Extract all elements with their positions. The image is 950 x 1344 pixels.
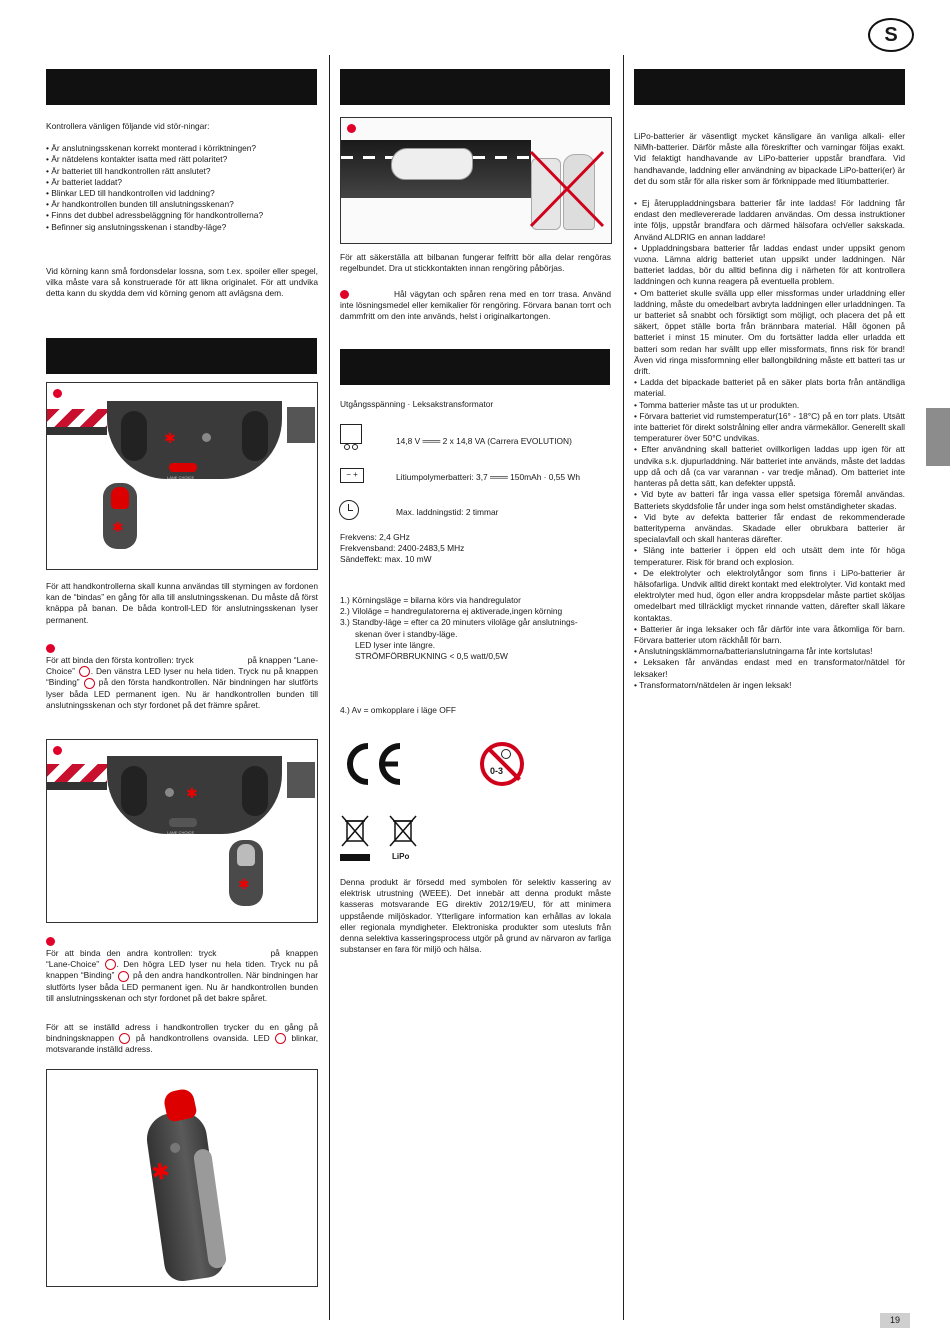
transformer-icon bbox=[340, 424, 362, 444]
transmit-power: Sändeffekt: max. 10 mW bbox=[340, 554, 432, 565]
battery-icon: − + bbox=[340, 468, 364, 483]
maintenance-instructions: Hål vägytan och spåren rena med en torr trasa. Använd inte lösningsmedel eller kemikalier för rengöring. Förvara banan torrt och dammfritt om den inte används, helst i originalkartongen. bbox=[340, 289, 611, 322]
rail-label: LANE CHOICE bbox=[167, 830, 195, 835]
safety-para: • Ladda det bipackade batteriet på en säker plats borta från antändliga material. bbox=[634, 377, 905, 399]
binding-illustration-2 bbox=[46, 739, 318, 923]
spec-transformer: 14,8 V ═══ 2 x 14,8 VA (Carrera EVOLUTION) bbox=[396, 436, 572, 446]
led-ring-icon bbox=[118, 971, 129, 982]
mode-item: 3.) Standby-läge = efter ca 20 minuters viloläge går anslutnings- bbox=[340, 617, 578, 628]
check-item: • Är nätdelens kontakter isatta med rätt polaritet? bbox=[46, 154, 228, 165]
binding-button bbox=[170, 1142, 181, 1153]
track-stub bbox=[287, 407, 315, 443]
column-divider bbox=[623, 55, 624, 1320]
side-tab bbox=[926, 408, 950, 466]
mode-item: LED lyser inte längre. bbox=[355, 639, 436, 650]
led-icon: ✱ bbox=[238, 876, 250, 892]
age-warning-icon: 0-3 bbox=[480, 742, 524, 786]
cleaning-illustration bbox=[340, 117, 612, 244]
led-icon: ✱ bbox=[186, 785, 198, 801]
weee-bin-icon bbox=[340, 814, 370, 848]
rail-label: LANE CHOICE bbox=[167, 475, 195, 480]
safety-para: • Om batteriet skulle svälla upp eller missformas under urladdning eller laddning, måste du omedelbart avbryta laddningen eller urladdningen. Ta ur batteriet så snabbt och försiktigt som möjligt, och placera det på ett säkert, öppet ställe borta från brännbara material. Håll ögonen på batteriet i minst 15 minuter. Om du fortsätter ladda eller urladda ett batteri som redan har svällt upp eller missformats, finns risk för brand! Även vid ringa missformning eller ballongbildning måste ett batteri tas ur drift. bbox=[634, 287, 905, 377]
step-marker-icon bbox=[46, 644, 55, 653]
section-header-maintenance bbox=[340, 69, 610, 105]
battery-safety-text bbox=[634, 131, 905, 691]
second-controller-instructions: För att binda den andra kontrollen: tryck på knappen “Lane-Choice” . Den högra LED lyser nu hela tiden. Tryck nu på knappen “Binding” på den andra handkontrollen. När bindningen har slutförts lyser båda LED permanent igen. Nu är handkontrollen bunden till anslutningsskenan och styr fordonet på det bakre spåret. bbox=[46, 948, 319, 1003]
led-indicator bbox=[202, 433, 211, 442]
check-item: • Finns det dubbel adressbeläggning för handkontrollerna? bbox=[46, 210, 264, 221]
check-item: • Är batteriet till handkontrollen rätt anslutet? bbox=[46, 165, 211, 176]
safety-para: • Batterier är inga leksaker och får därför inte vara åtkomliga för barn. Förvara batterier utom räckhåll för barn. bbox=[634, 623, 905, 645]
step-marker-icon bbox=[53, 746, 62, 755]
safety-para: • De elektrolyter och elektrolytångor som finns i LiPo-batterier är hälsofarliga. Undvik alltid direkt kontakt med elektrolyter. Vid kontakt med elektrolyter med hud, ögon eller andra kroppsdelar måste partiet sköljas omedelbart med tillräckligt mycket rinnande vatten, därefter skall läkare kontaktas. bbox=[634, 567, 905, 623]
safety-para: • Transformatorn/nätdelen är ingen leksak! bbox=[634, 679, 792, 690]
led-ring-icon bbox=[79, 666, 90, 677]
hand-controller-icon bbox=[229, 840, 263, 906]
step-marker-icon bbox=[46, 937, 55, 946]
frequency: Frekvens: 2,4 GHz bbox=[340, 532, 410, 542]
check-item: • Befinner sig anslutningsskenan i standby-läge? bbox=[46, 221, 227, 232]
track-stripe bbox=[47, 409, 107, 427]
section-header-troubleshooting bbox=[46, 69, 317, 105]
section-header-technical-data bbox=[340, 349, 610, 385]
led-ring-icon bbox=[275, 1033, 286, 1044]
track-stripe-dark bbox=[47, 782, 107, 790]
language-badge: S bbox=[868, 18, 914, 52]
output-voltage-label: Utgångsspänning · Leksakstransformator bbox=[340, 399, 494, 409]
connection-rail-device bbox=[107, 401, 282, 479]
weee-bin-icon bbox=[388, 814, 418, 848]
weee-disposal-text: Denna produkt är försedd med symbolen för selektiv kassering av elektrisk utrustning (WEEE). Det innebär att denna produkt måste kasseras motsvarande EG direktiv 2012/19/EU, för att minimera uppstående miljöskador. Ytterligare information kan erhållas av lokala eller regionala myndigheter. Elektroniska produkter som utesluts från denna selektiva kasseringsprocess utgör på grund av närvaron av farliga substanser en fara för miljö och hälsa. bbox=[340, 877, 611, 955]
weee-bar bbox=[340, 854, 370, 861]
safety-para: • Uppladdningsbara batterier får laddas endast under uppsikt genom vuxna. Lämna aldrig batteriet utan uppsikt under laddningen. När batteriet laddas, bör du alltid befinna dig i närheten för att kontrollera laddningen och kunna reagera på eventuella problem. bbox=[634, 242, 905, 287]
hand-with-cloth-icon bbox=[391, 148, 473, 180]
binding-illustration-1 bbox=[46, 382, 318, 570]
safety-para: • Ej återuppladdningsbara batterier får inte laddas! För laddning får endast den medlevererade laddaren användas. Om dessa instruktioner inte följs, uppstår brandfara och därmed hälsofara och/eller sakskada. Använd ALDRIG en annan laddare! bbox=[634, 198, 905, 242]
controller-illustration bbox=[46, 1069, 318, 1287]
safety-para: • Förvara batteriet vid rumstemperatur(16° - 18°C) på en torr plats. Utsätt inte batteriet för direkt solstrålning eller andra värmekällor. Generellt skall temperaturer över 50°C undvikas. bbox=[634, 410, 905, 444]
led-icon: ✱ bbox=[164, 430, 176, 446]
frequency-band: Frekvensband: 2400-2483,5 MHz bbox=[340, 543, 465, 554]
side-grip bbox=[193, 1148, 228, 1269]
safety-para: • Vid byte av defekta batterier får endast de rekommenderade batterityperna användas. Skadade eller obrukbara batterier är specialavfall och skall hanteras därefter. bbox=[634, 511, 905, 545]
rail-socket bbox=[121, 766, 147, 816]
trigger bbox=[111, 487, 129, 509]
ce-mark-icon bbox=[338, 740, 404, 788]
track-stripe bbox=[47, 764, 107, 782]
safety-para: • Släng inte batterier i öppen eld och utsätt dem inte för höga temperaturer. Risk för brand och explosion. bbox=[634, 545, 905, 567]
led-icon: ✱ bbox=[112, 519, 124, 535]
spec-charge-time: Max. laddningstid: 2 timmar bbox=[396, 507, 499, 517]
lipo-label: LiPo bbox=[392, 852, 410, 861]
check-item: • Blinkar LED till handkontrollen vid laddning? bbox=[46, 188, 215, 199]
clock-icon bbox=[339, 500, 359, 520]
check-item: • Är batteriet laddat? bbox=[46, 176, 123, 187]
transformer-icon-base bbox=[352, 444, 358, 450]
mode-off: 4.) Av = omkopplare i läge OFF bbox=[340, 705, 456, 715]
safety-para: LiPo-batterier är väsentligt mycket känsligare än vanliga alkali- eller NiMh-batterier. Därför måste alla föreskrifter och varningar följas exakt. Vid felaktigt handhavande av LiPo-batterier uppstår brandfara. Vid handhavande, laddning eller användning av bipackade LiPo-batteri(er) är det du som står för alla risker som är förknippade med litiumbatterier. bbox=[634, 131, 905, 186]
safety-para: • Tomma batterier måste tas ut ur produkten. bbox=[634, 399, 800, 410]
first-controller-instructions: För att binda den första kontrollen: tryck på knappen “Lane-Choice” . Den vänstra LED lyser nu hela tiden. Tryck nu på knappen “Binding” på den första handkontrollen. När bindningen har slutförts lyser båda LED permanent igen. Nu är handkontrollen bunden till anslutningsskenan och styr fordonet på det främre spåret. bbox=[46, 655, 319, 710]
led-icon: ✱ bbox=[149, 1157, 172, 1186]
mode-item: STRÖMFÖRBRUKNING < 0,5 watt/0,5W bbox=[355, 651, 508, 662]
led-ring-icon bbox=[105, 959, 116, 970]
check-item: • Är anslutningsskenan korrekt monterad i körriktningen? bbox=[46, 143, 257, 154]
section-header-battery-safety bbox=[634, 69, 905, 105]
safety-para: • Leksaken får användas endast med en transformator/nätdel för leksaker! bbox=[634, 657, 905, 679]
safety-para: • Efter användning skall batteriet ovillkorligen laddas upp igen för att undvika s.k. djupurladdning. När batteriet inte används, måste det laddas upp då och då (ca var varannan - var tredje månad). Om batteriet inte hanteras på detta sätt, kan defekter uppstå. bbox=[634, 444, 905, 489]
column-divider bbox=[329, 55, 330, 1320]
led-ring-icon bbox=[84, 678, 95, 689]
rail-socket bbox=[121, 411, 147, 461]
safety-para: • Anslutningsklämmorna/batterianslutningarna får inte kortslutas! bbox=[634, 646, 873, 657]
address-instructions: För att se inställd adress i handkontrollen trycker du en gång på bindningsknappen på handkontrollens ovansida. LED blinkar, motsvarande inställd adress. bbox=[46, 1022, 319, 1055]
mode-item: 2.) Viloläge = handregulatorerna ej aktiverade,ingen körning bbox=[340, 606, 563, 617]
check-item: • Är handkontrollen bunden till anslutningsskenan? bbox=[46, 199, 234, 210]
led-ring-icon bbox=[119, 1033, 130, 1044]
step-marker-icon bbox=[347, 124, 356, 133]
mode-item: 1.) Körningsläge = bilarna körs via handregulator bbox=[340, 595, 521, 605]
lane-choice-button[interactable] bbox=[169, 818, 197, 827]
trigger bbox=[237, 844, 255, 866]
step-marker-icon bbox=[53, 389, 62, 398]
section-header-binding bbox=[46, 338, 317, 374]
troubleshooting-intro: Kontrollera vänligen följande vid stör-ningar: bbox=[46, 121, 210, 131]
rail-socket bbox=[242, 766, 268, 816]
maintenance-intro: För att säkerställa att bilbanan fungerar felfritt bör alla delar rengöras regelbundet. Dra ut stickkontakten innan rengöring påbörjas. bbox=[340, 252, 611, 274]
hand-controller-icon bbox=[144, 1109, 227, 1284]
hand-controller-icon bbox=[103, 483, 137, 549]
small-parts-warning: Vid körning kann små fordonsdelar lossna, som t.ex. spoiler eller spegel, vilka måste vara så konstruerade för att likna originalet. För att undvika detta kann du skydda dem vid körning genom att avlägsna dem. bbox=[46, 266, 318, 299]
safety-para: • Vid byte av batteri får inga vassa eller spetsiga föremål användas. Batteriets skyddsfolie får under inga som helst omständigheter skadas. bbox=[634, 489, 905, 511]
track-stub bbox=[287, 762, 315, 798]
prohibited-cross-icon bbox=[527, 148, 607, 230]
page-number: 19 bbox=[880, 1313, 910, 1328]
led-indicator bbox=[165, 788, 174, 797]
binding-intro: För att handkontrollerna skall kunna användas till styrningen av fordonen kan de “bindas” en gång för alla till anslutningsskenan. Du måste då först knäppa på banan. De båda kontroll-LED för anslutningsskenan lyser permanent. bbox=[46, 581, 318, 625]
transformer-icon-base bbox=[344, 444, 350, 450]
lane-choice-button[interactable] bbox=[169, 463, 197, 472]
rail-socket bbox=[242, 411, 268, 461]
spec-battery: Litiumpolymerbatteri: 3,7 ═══ 150mAh · 0,55 Wh bbox=[396, 472, 580, 482]
connection-rail-device bbox=[107, 756, 282, 834]
track-stripe-dark bbox=[47, 427, 107, 435]
mode-item: skenan över i standby-läge. bbox=[355, 628, 458, 639]
